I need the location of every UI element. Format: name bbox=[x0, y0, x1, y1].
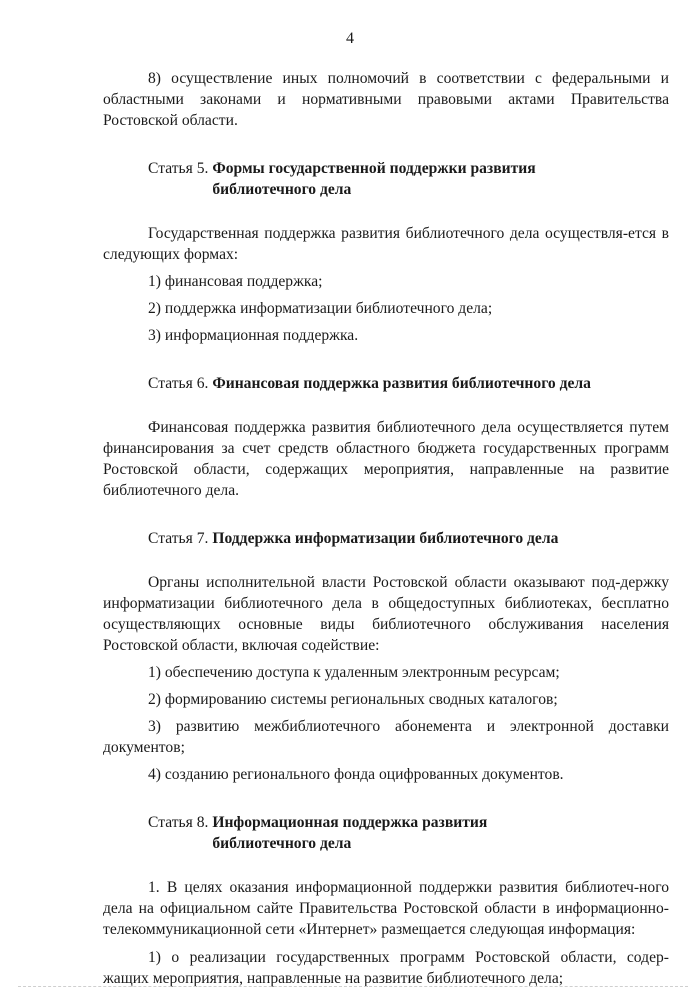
article-5-prefix: Статья 5. bbox=[148, 160, 213, 177]
article-7-intro: Органы исполнительной власти Ростовской области оказывают под-держку информатизации библиотечного дела в общедоступных библиотеках, бесплатно осуществляющих основные виды библиотечного обслуживания населения Ростовской области, включая содействие: bbox=[103, 574, 669, 654]
article-7-prefix: Статья 7. bbox=[148, 530, 213, 547]
list-item: 1) о реализации государственных программ Ростовской области, содер-жащих мероприятия, направленные на развитие библиотечного дела; bbox=[103, 949, 669, 987]
article-5-title bbox=[212, 158, 535, 200]
list-item: 3) развитию межбиблиотечного абонемента и электронной доставки документов; bbox=[103, 718, 669, 756]
list-item: 2) поддержка информатизации библиотечного дела; bbox=[148, 300, 493, 317]
article-8-heading bbox=[103, 812, 669, 854]
article-8-title-line2: библиотечного дела bbox=[212, 835, 352, 852]
article-6-text: Финансовая поддержка развития библиотечного дела осуществляется путем финансирования за счет средств областного бюджета государственных программ Ростовской области, содержащих мероприятия, направленные на развитие библиотечного дела. bbox=[103, 419, 669, 499]
list-item: 4) созданию регионального фонда оцифрованных документов. bbox=[148, 766, 564, 783]
article-6-prefix: Статья 6. bbox=[148, 375, 213, 392]
intro-item-8: 8) осуществление иных полномочий в соответствии с федеральными и областными законами и нормативными правовыми актами Правительства Ростовской области. bbox=[103, 70, 669, 129]
article-8-title-line1: Информационная поддержка развития bbox=[212, 814, 488, 831]
article-7-title: Поддержка информатизации библиотечного дела bbox=[212, 530, 559, 547]
article-5-title-line2: библиотечного дела bbox=[212, 181, 352, 198]
article-8-title bbox=[212, 812, 487, 854]
scan-edge-line bbox=[18, 986, 688, 987]
article-6-heading bbox=[103, 373, 669, 394]
article-6-title: Финансовая поддержка развития библиотечного дела bbox=[212, 375, 591, 392]
list-item: 3) информационная поддержка. bbox=[148, 327, 359, 344]
page-number: 4 bbox=[346, 30, 354, 47]
list-item: 1) обеспечению доступа к удаленным электронным ресурсам; bbox=[148, 664, 560, 681]
list-item: 1) финансовая поддержка; bbox=[148, 273, 323, 290]
article-5-intro: Государственная поддержка развития библиотечного дела осуществля-ется в следующих формах: bbox=[103, 225, 669, 263]
document-body bbox=[103, 68, 669, 989]
article-8-para-1: 1. В целях оказания информационной поддержки развития библиотеч-ного дела на официальном сайте Правительства Ростовской области в информационно-телекоммуникационной сети «Интернет» размещается следующая информация: bbox=[103, 879, 669, 938]
article-5-heading bbox=[103, 158, 669, 200]
article-7-heading bbox=[103, 528, 669, 549]
article-8-prefix: Статья 8. bbox=[148, 814, 213, 831]
article-5-title-line1: Формы государственной поддержки развития bbox=[212, 160, 536, 177]
list-item: 2) формированию системы региональных сводных каталогов; bbox=[148, 691, 558, 708]
